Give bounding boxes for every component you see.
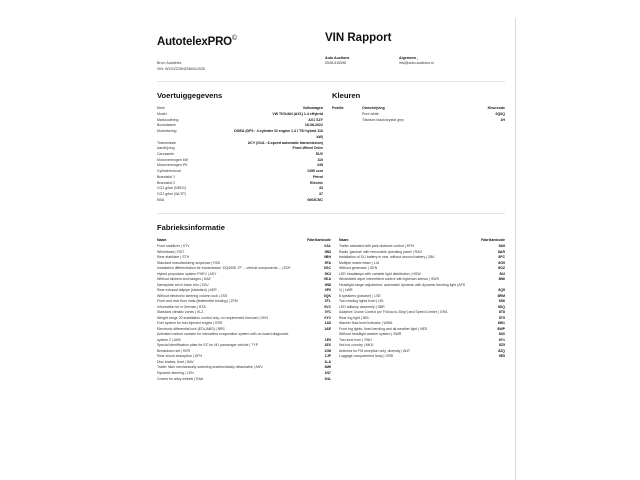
factory-option-name: Two-tone horn | SNH — [339, 337, 372, 342]
factory-option-name: LED taillamp assembly | SBR — [339, 304, 385, 309]
factory-option-code: 0N8 — [324, 282, 331, 287]
color-code: 1H — [500, 117, 505, 122]
factory-option-code: 1N7 — [324, 370, 331, 375]
factory-option-name: Standard climatic zones | KLZ — [157, 310, 204, 315]
factory-option-name: Wheelbase | RST — [157, 249, 185, 254]
factory-option-code: 1JP — [324, 354, 331, 359]
factory-option-name: Front stabilizer | STV — [157, 244, 190, 249]
spec-row — [157, 129, 323, 140]
spec-value: 33 — [319, 186, 323, 191]
factory-option-name: Rear shock absorption | DFH — [157, 354, 203, 359]
factory-option-code: 8N6 — [498, 277, 505, 282]
factory-option-code: 8AR — [497, 249, 505, 254]
factory-option-name: Breakdown set | KER — [157, 348, 191, 353]
factory-option-code: 1E5 — [324, 337, 331, 342]
factory-option-name: Standard manufacturing sequence | FAD — [157, 260, 221, 265]
colors-header-position: Positie — [332, 106, 344, 111]
spec-key: Motorvermogen kW — [157, 157, 188, 162]
factory-option-code: 0B3 — [324, 249, 331, 254]
factory-option-name: Information kit in German | BTA — [157, 304, 206, 309]
factory-option-name: Multiple matrix beam | LIA — [339, 260, 380, 265]
factory-option-name: Trailer hitch mechanically swiveling andelectrically detachable | AHV — [157, 365, 263, 370]
factory-row — [339, 283, 505, 294]
spec-value: Electric — [310, 180, 323, 185]
vehicle-spec-list — [157, 106, 323, 203]
spec-key: Motorvermogen PK — [157, 163, 188, 168]
factory-option-code: 1A5 — [324, 321, 331, 326]
general-email: info@auto-auctions.nl — [399, 61, 434, 66]
factory-option-name: Windshield wiper intermittent control with light/rain sensor | SWS — [339, 277, 439, 282]
factory-option-name: Not hot country | MKU — [339, 343, 374, 348]
colors-table-row — [332, 118, 505, 124]
factory-option-name: Without stickers and badges | KAE — [157, 277, 211, 282]
factory-section — [148, 223, 515, 382]
factory-header-name: Naam — [157, 237, 167, 242]
factory-option-code: 1M6 — [324, 365, 331, 370]
factory-option-code: 8S6 — [498, 299, 505, 304]
spec-value: Volkswagen — [302, 106, 323, 111]
source-label: Bron: Autotelex — [157, 61, 182, 65]
spec-key: Transmissie — [157, 140, 176, 145]
factory-option-code: 0GC — [323, 266, 331, 271]
factory-option-name: Dynamic steering | LEN — [157, 370, 194, 375]
vehicle-column — [157, 82, 323, 203]
factory-option-name: Adaptive Cruise Control (w/ 'Follow-to-Stop') and Speed Limiter | GRA — [339, 310, 448, 315]
spec-key: Bouwdatum — [157, 123, 176, 128]
factory-option-code: 1EX — [324, 343, 331, 348]
factory-option-code: 8G5 — [498, 260, 505, 265]
factory-option-name: Rear fog light | NEL — [339, 315, 370, 320]
factory-header-code: Fabrikantcode — [481, 237, 505, 242]
factory-option-name: Nameplate set in base trim | SZU — [157, 282, 209, 287]
factory-option-code: 0AL — [324, 244, 331, 249]
general-label: Algemeen , — [399, 55, 419, 60]
factory-option-code: 8ZQ — [498, 348, 505, 353]
factory-option-name: Disc brakes, front | BAV — [157, 359, 194, 364]
factory-section-title: Fabrieksinformatie — [157, 222, 225, 232]
factory-option-name: Rear exhaust tailpipe (standard) | AER — [157, 288, 217, 293]
colors-header-code: Kleurcode — [487, 106, 505, 111]
spec-key: Aandrijving — [157, 146, 175, 151]
factory-option-code: 8Z5 — [498, 343, 505, 348]
specs-divider — [157, 213, 505, 214]
spec-value: 1395 ccm — [307, 169, 323, 174]
factory-option-code: 0TL — [324, 299, 331, 304]
spec-key: Model — [157, 111, 167, 116]
spec-value: Front-Wheel Drive — [292, 146, 323, 151]
header-right-block — [325, 32, 505, 67]
factory-option-code: 8T8 — [498, 310, 505, 315]
factory-option-code: 1G8 — [324, 348, 331, 353]
color-description: Pure white — [362, 111, 379, 116]
factory-option-code: 8X0 — [498, 332, 505, 337]
factory-option-code: 0YV — [324, 315, 331, 320]
factory-option-name: Electronic differential lock (EDL/ABS) | BRS — [157, 326, 225, 331]
factory-option-code: 8Y1 — [498, 337, 505, 342]
header-left-block — [157, 32, 325, 72]
factory-left-column — [157, 238, 331, 382]
general-block — [399, 56, 473, 67]
factory-row — [157, 377, 331, 383]
factory-option-code: 8GZ — [498, 266, 505, 271]
factory-option-name: Without electronic steering column lock | ZSS — [157, 293, 228, 298]
report-sheet — [148, 18, 516, 480]
factory-option-code: 0Y1 — [324, 310, 331, 315]
factory-option-code: 8RM — [497, 293, 505, 298]
specs-divider-wrap — [148, 213, 515, 214]
color-code: 0Q0Q — [495, 111, 505, 116]
spec-value: 37 — [319, 192, 323, 197]
factory-option-name: Trailer assistant with park distance control | EPH — [339, 244, 415, 249]
registered-mark-icon: © — [231, 35, 237, 43]
factory-option-name: Luggage compartment lamp | GRB — [339, 354, 394, 359]
spec-value: VW TIGUAN (AX1) 1.4 eHybrid — [272, 111, 323, 116]
spec-key: Motorisering — [157, 129, 177, 134]
factory-header-code: Fabrikantcode — [307, 237, 331, 242]
factory-option-code: 0FA — [324, 260, 331, 265]
specs-section — [148, 82, 515, 203]
spec-key: Markcodering — [157, 117, 179, 122]
spec-key: CO2 g/km (NEDC) — [157, 186, 187, 191]
factory-option-code: 8W1 — [497, 321, 505, 326]
factory-right-column — [331, 238, 505, 360]
factory-option-code: 8T9 — [498, 315, 505, 320]
spec-key: Cylinderinhoud — [157, 169, 181, 174]
factory-option-code: 0VC — [324, 304, 331, 309]
spec-value: DGEA (DP2 : 4-cylinder SI engine 1.4 l TSI hybrid 110 kW) — [234, 129, 323, 139]
report-title: VIN Rapport — [325, 32, 392, 44]
spec-value: 16-08-2022 — [304, 123, 323, 128]
factory-option-name: Fuel system for fuel-injected engine | KRS — [157, 321, 223, 326]
spec-value: UCY (G1A : 6-speed automatic transmission) — [247, 140, 323, 145]
spec-key: CO2 g/km (WLTP) — [157, 192, 186, 197]
factory-option-name: Front fog lights, fixed bending and all-weather light | NES — [339, 326, 428, 331]
factory-option-code: 8WP — [497, 326, 505, 331]
colors-section-title: Kleuren — [332, 91, 361, 101]
factory-option-name: Without headlight washer system | SWR — [339, 332, 402, 337]
factory-option-name: Radio 'gamma' with removable operating panel | RAO — [339, 249, 423, 254]
spec-value: 0603CNC — [307, 197, 323, 202]
factory-row — [339, 354, 505, 360]
factory-header-name: Naam — [339, 237, 349, 242]
factory-option-code: 8IU — [499, 271, 505, 276]
factory-option-name: Without generator | GEN — [339, 266, 378, 271]
factory-option-code: 8A9 — [498, 244, 505, 249]
factory-option-name: Rear stabilizer | STH — [157, 255, 190, 260]
spec-row — [157, 198, 323, 204]
brand-logo — [157, 35, 237, 48]
factory-option-code: 8FC — [498, 255, 505, 260]
dealer-phone: 0548-516396 — [325, 61, 347, 66]
factory-option-code: 9E5 — [498, 354, 505, 359]
source-meta — [157, 61, 325, 72]
vin-label: VIN: WVGZZZ5NZNW412025 — [157, 66, 205, 71]
dealer-block — [325, 56, 399, 67]
spec-key: Merk — [157, 106, 165, 111]
factory-option-name: Headlight-range adjustment, automatic/ dynamic with dynamic bending light (AFS 1) | LWR — [339, 282, 466, 293]
factory-row — [157, 332, 331, 343]
factory-option-code: 0QK — [323, 293, 331, 298]
dealer-name: Auto Auctions — [325, 55, 350, 60]
spec-key: KBA — [157, 197, 165, 202]
factory-option-code: 8Q5 — [498, 288, 505, 293]
factory-option-name: Covers for alloy wheels | RAA — [157, 376, 204, 381]
spec-value: Petrol — [312, 174, 323, 179]
factory-option-name: 8 speakers (passive) | LSE — [339, 293, 381, 298]
factory-option-code: 0P0 — [324, 288, 331, 293]
factory-option-name: LED headlamps with variable light distribution | HSW — [339, 271, 421, 276]
color-description: Titanium black/crystal grey — [362, 117, 404, 122]
factory-option-name: Hybrid propulsion system PHEV | ASY — [157, 271, 217, 276]
factory-option-name: Weight range 20 installation control only, no requirement forecast | GKH — [157, 315, 269, 320]
vehicle-section-title: Voertuiggegevens — [157, 91, 223, 101]
factory-option-name: Installation differentiation for transmission 'DQ400E-7F' -- vehicle components -- | EDF — [157, 266, 291, 271]
spec-value: SUV — [315, 152, 323, 156]
factory-right-list — [339, 244, 505, 360]
spec-value: 245 — [317, 163, 323, 168]
factory-option-name: Installation of SLI battery in rear, without second battery | Z8A — [339, 255, 435, 260]
factory-option-name: Two reading lights front | LEL — [339, 299, 385, 304]
factory-table-header — [157, 238, 331, 244]
colors-header-description: Omschrijving — [362, 106, 385, 111]
factory-option-code: 1NL — [324, 376, 331, 381]
report-header — [148, 18, 515, 82]
factory-option-name: Special identification plate for EC for M1 passenger vehicle | TYP — [157, 343, 259, 348]
factory-option-name: Antenna for FM reception only, diversity | ANT — [339, 348, 411, 353]
factory-option-name: Front and rear floor mats (leatherette binding) | ZFM — [157, 299, 238, 304]
factory-option-code: 0BH — [323, 255, 331, 260]
factory-option-code: 8SQ — [497, 304, 505, 309]
brand-name: AutotelexPRO — [157, 36, 232, 48]
factory-option-code: 1AE — [324, 326, 331, 331]
spec-value: 110 — [317, 157, 323, 162]
color-position — [332, 118, 362, 124]
spec-key: Carosserie — [157, 152, 175, 156]
spec-key: Brandstof 1 — [157, 174, 176, 179]
spec-value: AX1 SZY — [308, 117, 323, 122]
contact-meta — [325, 56, 505, 67]
colors-column — [323, 82, 505, 123]
factory-option-name: Activated carbon canister for intensified evaporation system with on-board diagnostic system 2 | AKB — [157, 332, 289, 342]
factory-option-code: 1LA — [324, 359, 331, 364]
spec-key: Brandstof 2 — [157, 180, 176, 185]
factory-table-header — [339, 238, 505, 244]
factory-option-code: 0KA — [323, 277, 331, 282]
factory-left-list — [157, 244, 331, 382]
factory-option-code: 0K3 — [324, 271, 331, 276]
factory-option-name: Washer fluid level indicator | WWA — [339, 321, 393, 326]
